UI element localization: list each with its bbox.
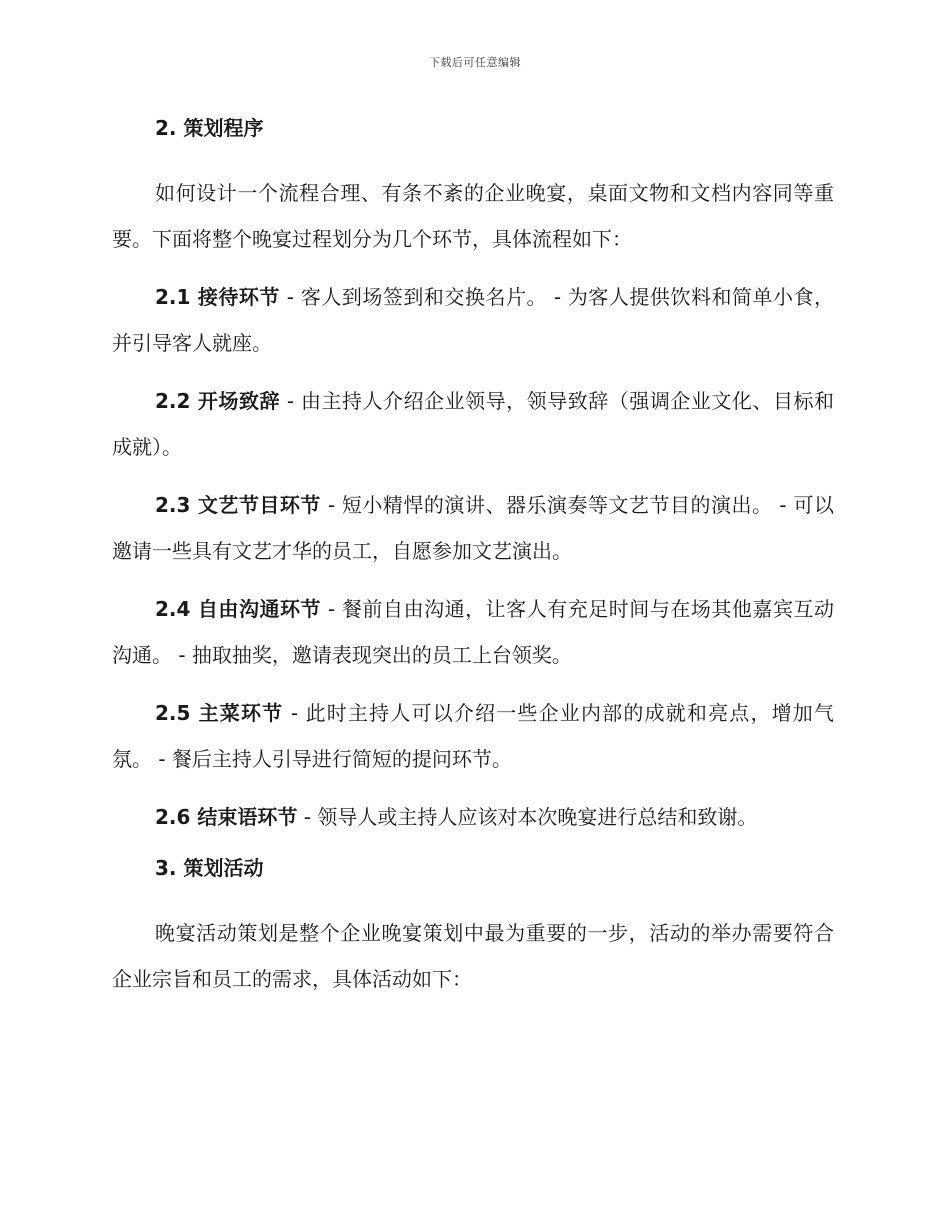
step-reception xyxy=(112,274,834,366)
section-heading-planning-procedure: 2. 策划程序 xyxy=(155,116,264,140)
step-text: - 领导人或主持人应该对本次晚宴进行总结和致谢。 xyxy=(297,805,758,829)
step-title: 2.5 主菜环节 xyxy=(155,701,284,725)
step-free-communication xyxy=(112,586,834,678)
step-text: - 餐前自由沟通，让客人有充足时间与在场其他嘉宾互动沟通。 - 抽取抽奖，邀请表现突出的员工上台领奖。 xyxy=(112,597,834,667)
step-title: 2.4 自由沟通环节 xyxy=(155,597,322,621)
step-title: 2.3 文艺节目环节 xyxy=(155,493,321,517)
step-title: 2.6 结束语环节 xyxy=(155,805,298,829)
step-text: - 由主持人介绍企业领导，领导致辞（强调企业文化、目标和成就）。 xyxy=(112,389,834,459)
step-closing xyxy=(112,794,834,840)
paragraph-text: 如何设计一个流程合理、有条不紊的企业晚宴，桌面文物和文档内容同等重要。下面将整个晚宴过程划分为几个环节，具体流程如下： xyxy=(112,181,834,251)
step-title: 2.1 接待环节 xyxy=(155,285,280,309)
page-header: 下载后可任意编辑 xyxy=(429,56,521,69)
paragraph-text: 晚宴活动策划是整个企业晚宴策划中最为重要的一步，活动的举办需要符合企业宗旨和员工的需求，具体活动如下： xyxy=(112,921,834,991)
document-body xyxy=(112,112,834,1014)
step-text: - 客人到场签到和交换名片。 - 为客人提供饮料和简单小食，并引导客人就座。 xyxy=(112,285,834,355)
step-opening-speech xyxy=(112,378,834,470)
activities-paragraph xyxy=(112,910,834,1002)
step-text: - 此时主持人可以介绍一些企业内部的成就和亮点，增加气氛。 - 餐后主持人引导进行简短的提问环节。 xyxy=(112,701,834,771)
step-performance xyxy=(112,482,834,574)
intro-paragraph xyxy=(112,170,834,262)
step-text: - 短小精悍的演讲、器乐演奏等文艺节目的演出。 - 可以邀请一些具有文艺才华的员工，自愿参加文艺演出。 xyxy=(112,493,834,563)
section-heading-planning-activities: 3. 策划活动 xyxy=(155,856,264,880)
step-main-course xyxy=(112,690,834,782)
step-title: 2.2 开场致辞 xyxy=(155,389,280,413)
